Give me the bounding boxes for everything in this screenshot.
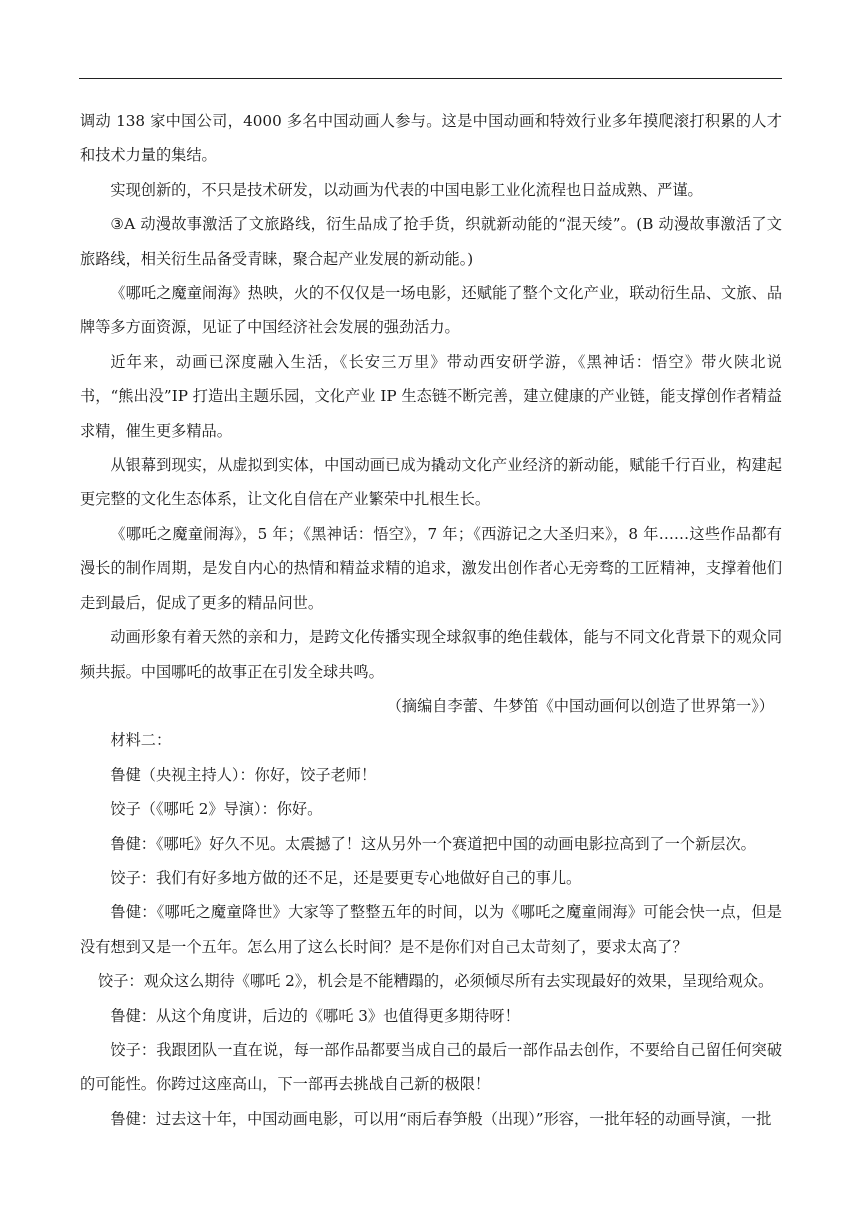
paragraph: 《哪吒之魔童闹海》，5 年；《黑神话：悟空》，7 年；《西游记之大圣归来》，8 年……这些作品都有漫长的制作周期，是发自内心的热情和精益求精的追求，激发出创作者心无旁骛的工匠精神，支撑着他们走到最后，促成了更多的精品问世。	[80, 524, 782, 612]
dialogue-line: 鲁健（央视主持人）：你好，饺子老师！	[110, 765, 377, 784]
paragraph: 近年来，动画已深度融入生活，《长安三万里》带动西安研学游，《黑神话：悟空》带火陕北说书，“熊出没”IP 打造出主题乐园，文化产业 IP 生态链不断完善，建立健康的产业链，能支撑创作者精益求精，催生更多精品。	[80, 352, 782, 440]
paragraph: 从银幕到现实，从虚拟到实体，中国动画已成为撬动文化产业经济的新动能，赋能千行百业，构建起更完整的文化生态体系，让文化自信在产业繁荣中扎根生长。	[80, 456, 782, 509]
source-citation: （摘编自李蕾、牛梦笛《中国动画何以创造了世界第一》）	[386, 696, 774, 715]
paragraph: 《哪吒之魔童闹海》热映，火的不仅仅是一场电影，还赋能了整个文化产业，联动衍生品、文旅、品牌等多方面资源，见证了中国经济社会发展的强劲活力。	[80, 284, 782, 337]
paragraph: 实现创新的，不只是技术研发，以动画为代表的中国电影工业化流程也日益成熟、严谨。	[110, 180, 703, 199]
dialogue-line: 鲁健：《哪吒之魔童降世》大家等了整整五年的时间，以为《哪吒之魔童闹海》可能会快一点，但是没有想到又是一个五年。怎么用了这么长时间？是不是你们对自己太苛刻了，要求太高了？	[80, 903, 782, 956]
dialogue-line: 饺子：我们有好多地方做的还不足，还是要更专心地做好自己的事儿。	[110, 868, 582, 887]
dialogue-line: 鲁健：过去这十年，中国动画电影，可以用“雨后春笋般（出现）”形容，一批年轻的动画导演，一批	[110, 1109, 772, 1128]
header-rule	[79, 78, 782, 79]
dialogue-line: 饺子：我跟团队一直在说，每一部作品都要当成自己的最后一部作品去创作，不要给自己留任何突破的可能性。你跨过这座高山，下一部再去挑战自己新的极限！	[80, 1040, 782, 1094]
dialogue-line: 饺子：观众这么期待《哪吒 2》，机会是不能糟蹋的，必须倾尽所有去实现最好的效果，呈现给观众。	[98, 972, 774, 991]
document-body	[80, 104, 782, 1136]
paragraph: 调动 138 家中国公司，4000 多名中国动画人参与。这是中国动画和特效行业多年摸爬滚打积累的人才和技术力量的集结。	[80, 112, 782, 165]
section-label: 材料二：	[110, 731, 172, 750]
paragraph: ③A 动漫故事激活了文旅路线，衍生品成了抢手货，织就新动能的“混天绫”。(B 动漫故事激活了文旅路线，相关衍生品备受青睐，聚合起产业发展的新动能。)	[80, 215, 782, 268]
dialogue-line: 鲁健：《哪吒》好久不见。太震撼了！这从另外一个赛道把中国的动画电影拉高到了一个新层次。	[110, 834, 756, 853]
dialogue-line: 鲁健：从这个角度讲，后边的《哪吒 3》也值得更多期待呀！	[110, 1006, 520, 1025]
dialogue-line: 饺子（《哪吒 2》导演）：你好。	[110, 800, 323, 819]
paragraph: 动画形象有着天然的亲和力，是跨文化传播实现全球叙事的绝佳载体，能与不同文化背景下的观众同频共振。中国哪吒的故事正在引发全球共鸣。	[80, 628, 782, 681]
